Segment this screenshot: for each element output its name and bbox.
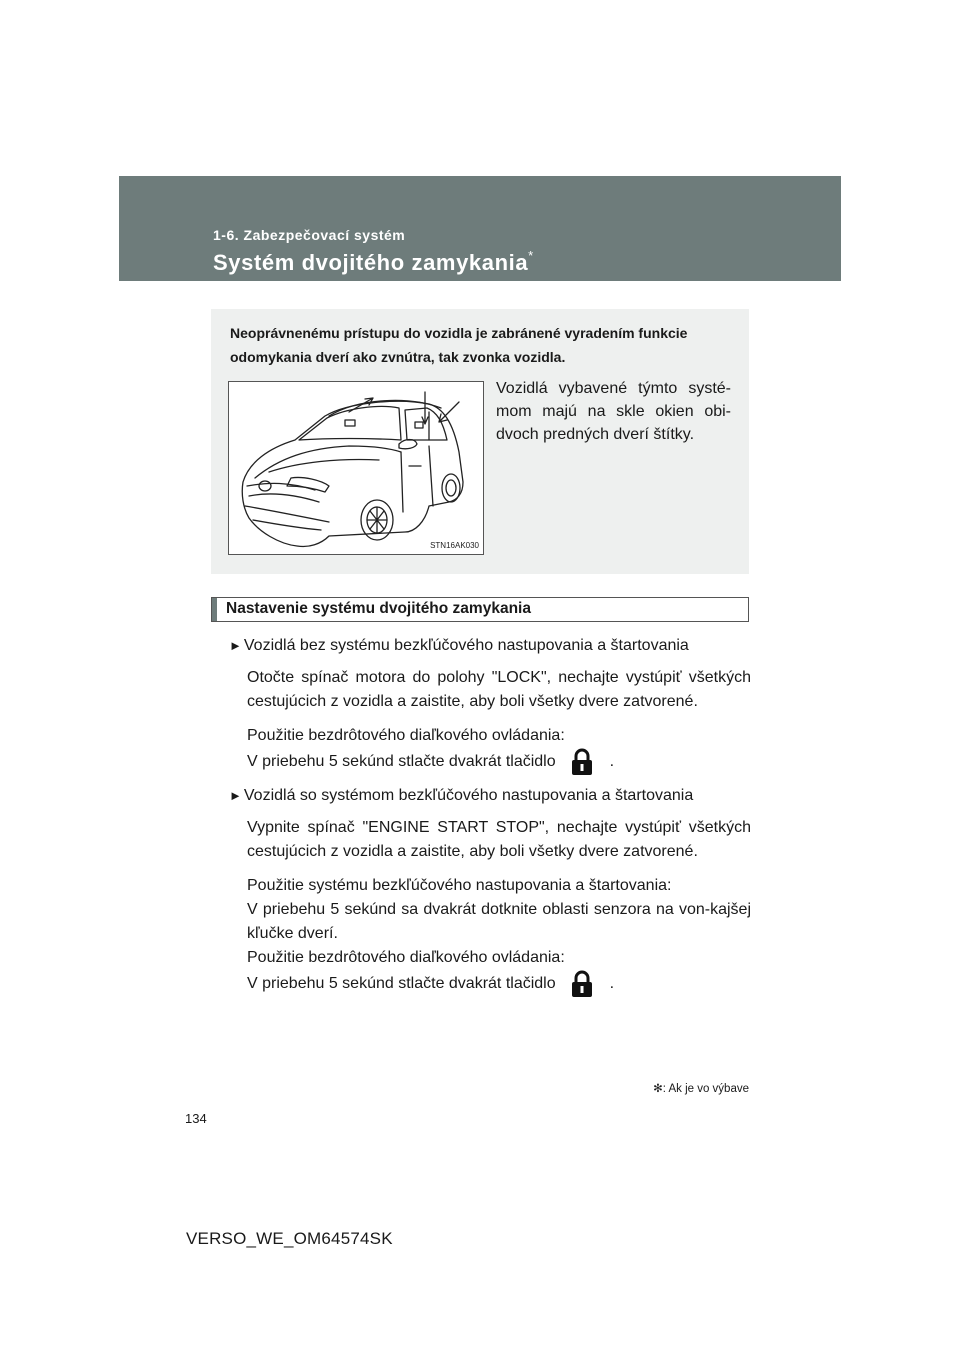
page-title <box>213 250 534 276</box>
car-illustration <box>228 381 484 555</box>
bullet-text: Vozidlá so systémom bezkľúčového nastupovania a štartovania <box>243 787 694 804</box>
figure-caption: Vozidlá vybavené týmto systé-mom majú na skle okien obi-dvoch predných dverí štítky. <box>496 380 731 443</box>
document-code: VERSO_WE_OM64574SK <box>186 1229 393 1248</box>
instruction-text: Otočte spínač motora do polohy "LOCK", nechajte vystúpiť všetkých cestujúcich z vozidla a zaistite, aby boli všetky dvere zatvorené. <box>247 669 751 710</box>
section-heading <box>211 597 749 622</box>
bullet-item <box>229 634 751 658</box>
remote-end: . <box>609 975 615 993</box>
section-heading-text: Nastavenie systému dvojitého zamykania <box>226 600 531 617</box>
remote-text: V priebehu 5 sekúnd stlačte dvakrát tlačidlo <box>247 975 556 993</box>
remote-instruction <box>229 970 751 998</box>
header-band <box>119 176 841 281</box>
instructions <box>229 634 751 998</box>
remote-text: V priebehu 5 sekúnd stlačte dvakrát tlačidlo <box>247 753 556 771</box>
smart-text: V priebehu 5 sekúnd sa dvakrát dotknite oblasti senzora na von-kajšej kľučke dverí. <box>247 901 751 942</box>
right-triangle-icon: ► <box>229 788 242 803</box>
bullet-text: Vozidlá bez systému bezkľúčového nastupovania a štartovania <box>243 637 689 654</box>
footnote <box>653 1081 749 1095</box>
remote-instruction <box>229 748 751 776</box>
lock-icon <box>570 748 594 776</box>
intro-text: Neoprávnenému prístupu do vozidla je zabránené vyradením funkcie odomykania dverí ako zvnútra, tak zvonka vozidla. <box>230 325 688 365</box>
section-heading-bar <box>212 598 217 621</box>
remote-end: . <box>609 753 615 771</box>
lock-icon <box>570 970 594 998</box>
bullet-item <box>229 784 751 808</box>
remote-label: Použitie bezdrôtového diaľkového ovládania: <box>247 949 565 966</box>
page-title-text: Systém dvojitého zamykania <box>213 250 529 275</box>
instruction-text: Vypnite spínač "ENGINE START STOP", nechajte vystúpiť všetkých cestujúcich z vozidla a zaistite, aby boli všetky dvere zatvorené. <box>247 819 751 860</box>
remote-label: Použitie bezdrôtového diaľkového ovládania: <box>247 727 565 744</box>
page-number: 134 <box>185 1111 207 1126</box>
section-label: 1-6. Zabezpečovací systém <box>213 227 406 243</box>
title-asterisk-icon: * <box>528 248 534 263</box>
car-drawing <box>229 382 483 554</box>
smart-label: Použitie systému bezkľúčového nastupovania a štartovania: <box>247 877 672 894</box>
footnote-text: : Ak je vo výbave <box>662 1083 749 1095</box>
figure-code: STN16AK030 <box>430 541 479 550</box>
intro-box <box>211 309 749 574</box>
asterisk-icon: ✻ <box>653 1083 663 1095</box>
right-triangle-icon: ► <box>229 638 242 653</box>
